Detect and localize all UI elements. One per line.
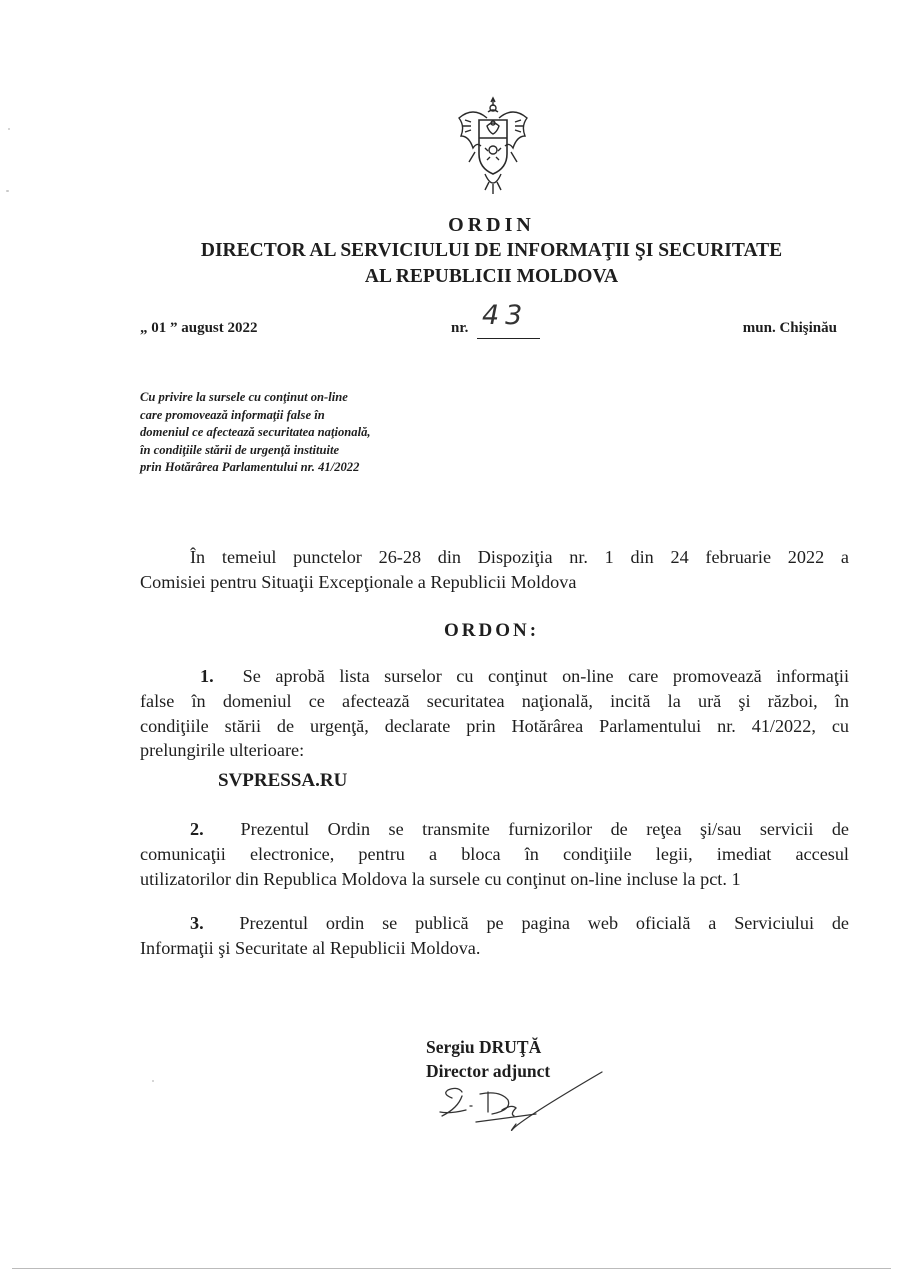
subject-line: domeniul ce afectează securitatea naţională, — [140, 425, 371, 439]
item-text: utilizatorilor din Republica Moldova la sursele cu conţinut on-line incluse la pct. 1 — [140, 868, 741, 889]
item-text: Informaţii şi Securitate al Republicii Moldova. — [140, 937, 481, 958]
blocked-site: SVPRESSA.RU — [218, 770, 348, 791]
scan-speck — [152, 1080, 154, 1082]
order-number-handwritten: 43 — [482, 300, 529, 331]
document-title: ORDIN — [448, 214, 535, 236]
page-bottom-edge — [12, 1268, 891, 1269]
subject-line: Cu privire la sursele cu conţinut on-line — [140, 390, 348, 404]
signatory-name: Sergiu DRUŢĂ — [426, 1037, 542, 1057]
subject-line: prin Hotărârea Parlamentului nr. 41/2022 — [140, 460, 360, 474]
item-number: 3. — [190, 913, 204, 933]
order-number-label: nr. — [451, 320, 469, 336]
scan-speck — [6, 190, 9, 192]
item-text: Prezentul Ordin se transmite furnizorilor de reţea şi/sau servicii de — [240, 819, 849, 839]
item-text: comunicaţii electronice, pentru a bloca în condiţiile legii, imediat accesul — [140, 843, 849, 864]
subject-line: care promovează informaţii false în — [140, 407, 325, 422]
order-city: mun. Chişinău — [742, 320, 837, 336]
item-3 — [140, 911, 849, 961]
order-number-underline — [477, 338, 540, 339]
item-1 — [140, 664, 849, 763]
intro-paragraph — [140, 545, 849, 595]
item-text: condiţiile stării de urgenţă, declarate prin Hotărârea Parlamentului nr. 41/2022, cu — [140, 715, 849, 736]
item-1-first-line — [140, 664, 849, 689]
item-text: Se aprobă lista surselor cu conţinut on-line care promovează informaţii — [242, 666, 849, 686]
intro-line: Comisiei pentru Situaţii Excepţionale a Republicii Moldova — [140, 571, 577, 592]
item-text: prelungirile ulterioare: — [140, 740, 305, 761]
coat-of-arms-icon — [451, 96, 535, 200]
subject-line: în condiţiile stării de urgenţă instituite — [140, 442, 340, 457]
signatory-role: Director adjunct — [426, 1061, 551, 1081]
order-subject — [140, 389, 430, 477]
intro-line: În temeiul punctelor 26-28 din Dispoziţia nr. 1 din 24 februarie 2022 a — [190, 547, 849, 567]
issuer-country: AL REPUBLICII MOLDOVA — [364, 266, 619, 287]
item-number: 2. — [190, 819, 204, 839]
scan-speck — [8, 128, 10, 130]
issuer-line: DIRECTOR AL SERVICIULUI DE INFORMAŢII ŞI SECURITATE — [200, 240, 783, 261]
item-number: 1. — [200, 666, 214, 686]
item-2-first-line — [140, 817, 849, 842]
item-2 — [140, 817, 849, 891]
item-text: Prezentul ordin se publică pe pagina web oficială a Serviciului de — [239, 913, 850, 933]
handwritten-signature — [432, 1064, 612, 1142]
item-3-first-line — [140, 911, 849, 936]
item-text: false în domeniul ce afectează securitatea naţională, incită la ură şi război, în — [140, 690, 849, 711]
order-date: „ 01 ” august 2022 — [140, 320, 258, 336]
ordon-heading: ORDON: — [443, 620, 540, 641]
